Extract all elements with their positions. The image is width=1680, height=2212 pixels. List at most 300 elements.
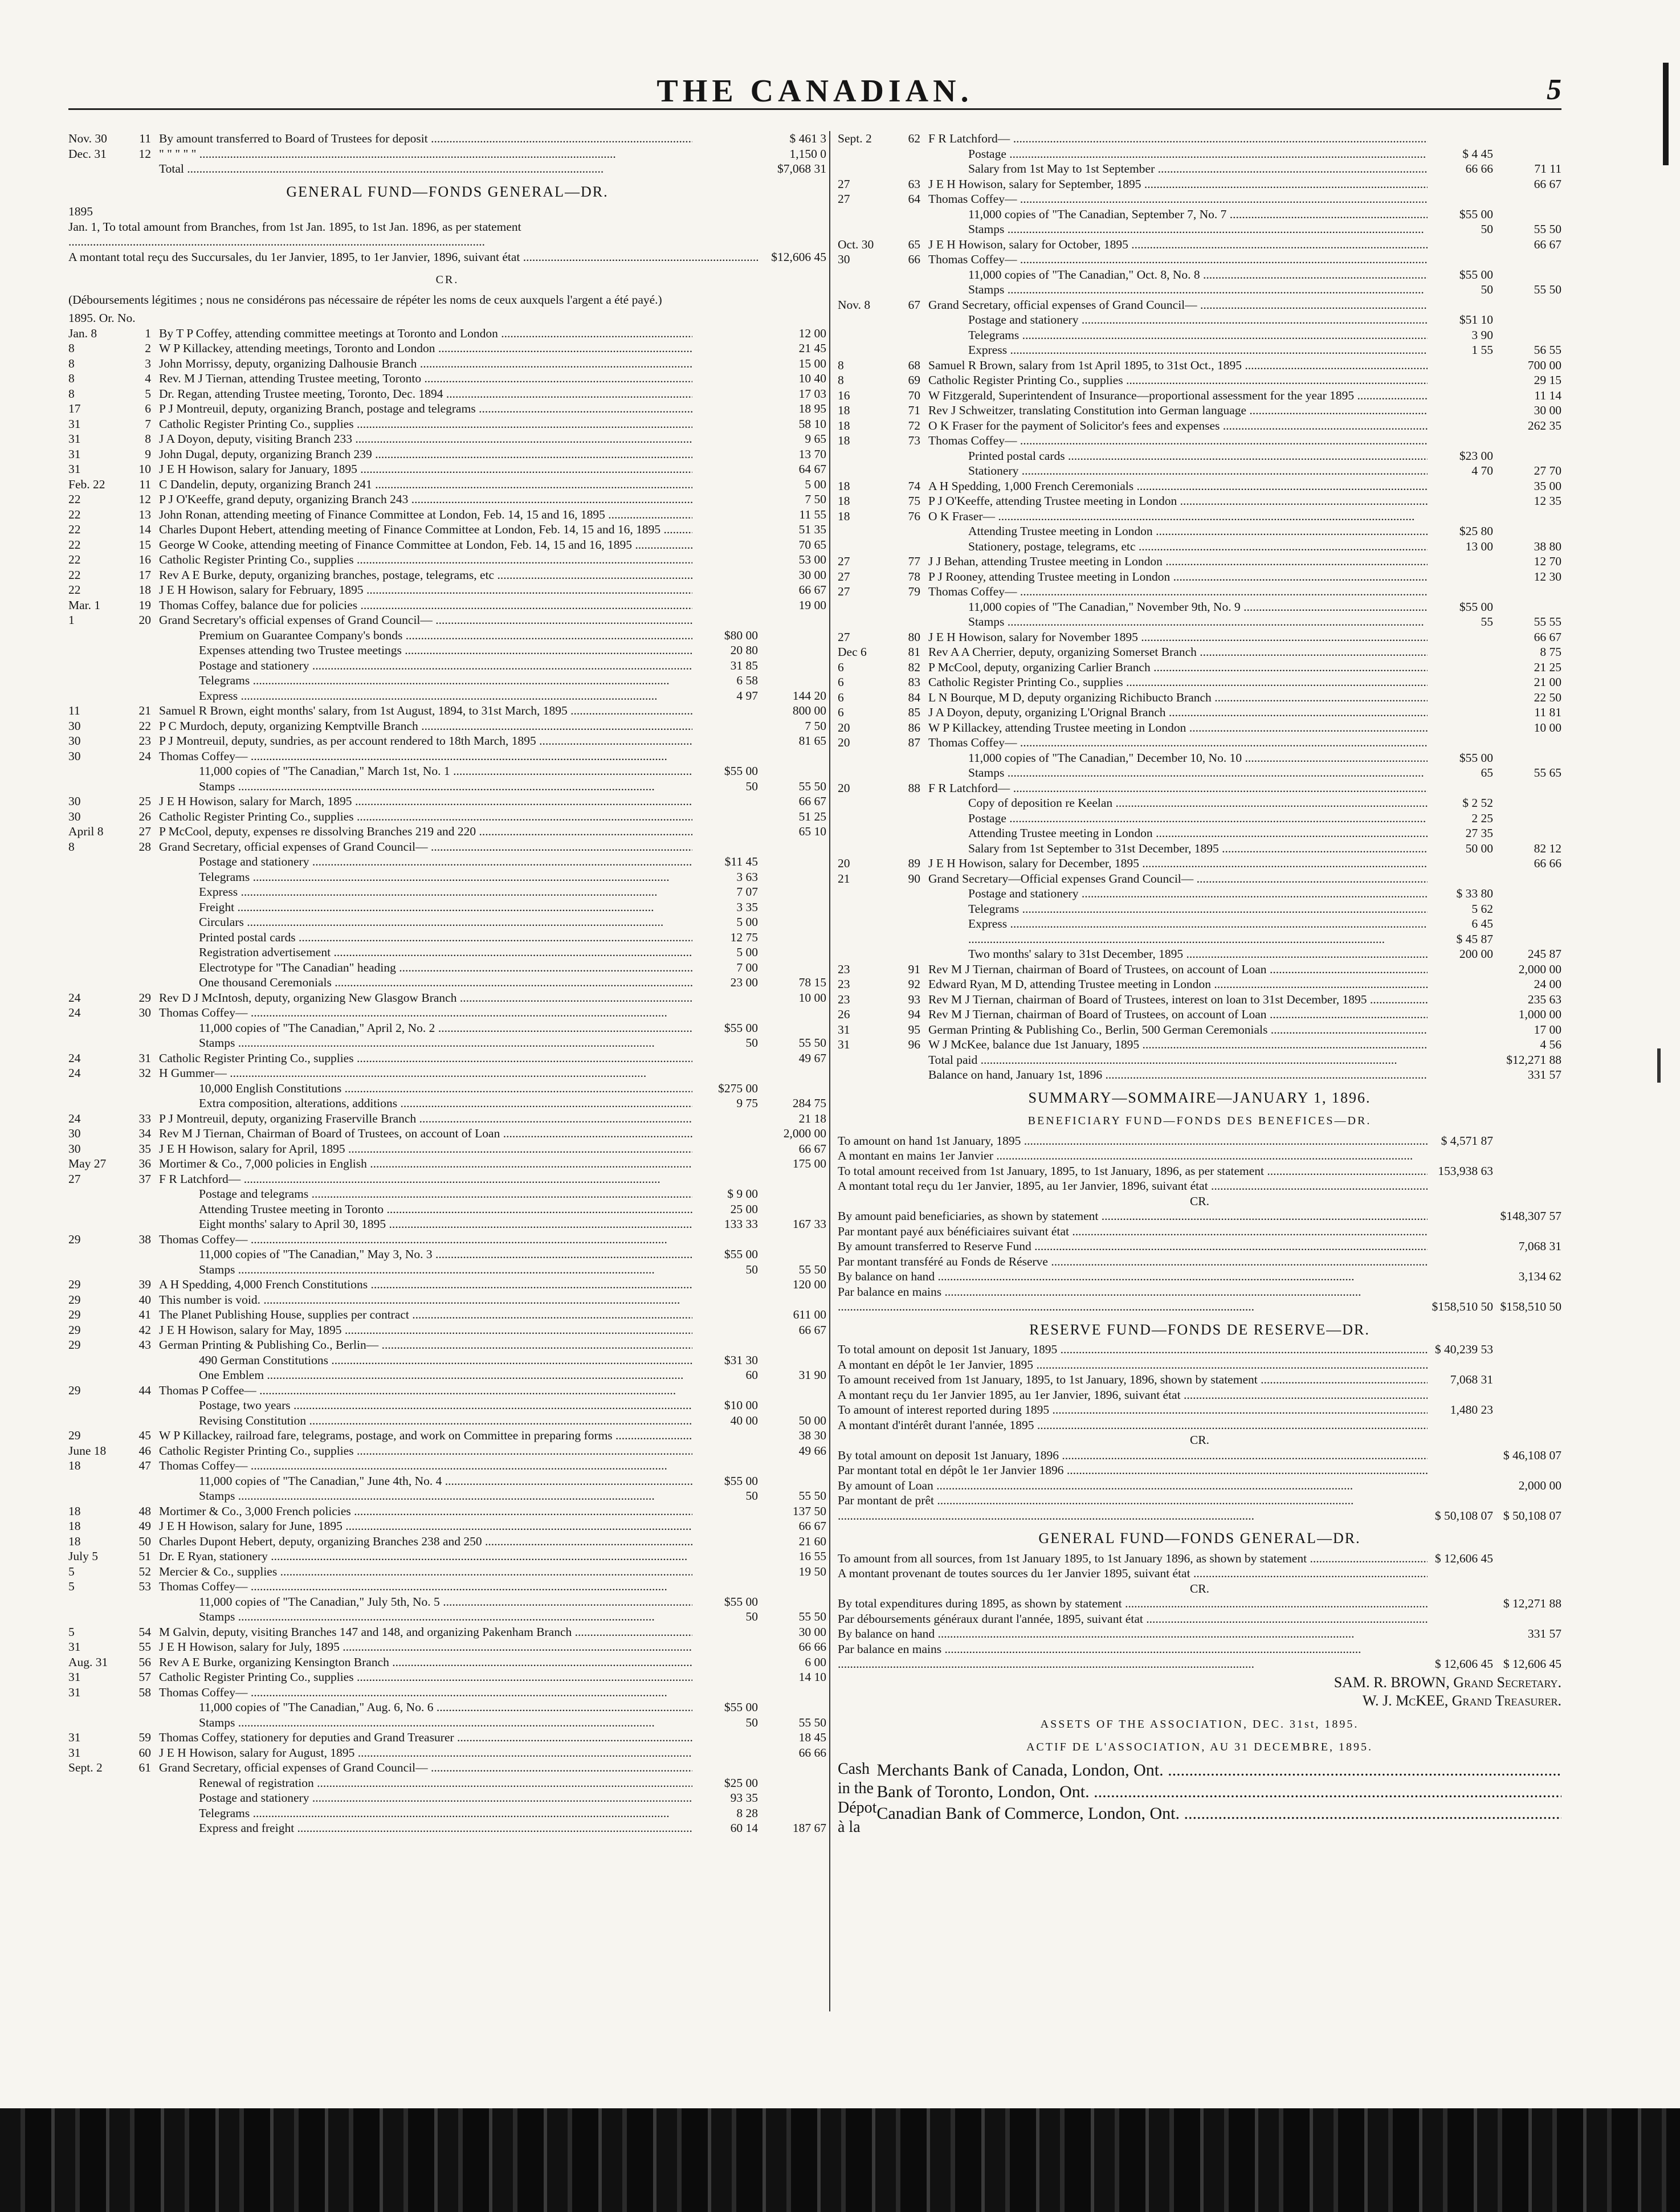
entry-description: John Ronan, attending meeting of Finance Committee at London, Feb. 14, 15 and 16, 1895 .....: [159, 507, 692, 523]
entry-description: Dr. E Ryan, stationery .....: [159, 1549, 692, 1564]
entry-description: 11,000 copies of "The Canadian," November 9th, No. 9 .....: [928, 599, 1428, 615]
entry-subamount: $55 00: [724, 764, 758, 778]
right-column: [838, 131, 1561, 2011]
order-number: 63: [908, 177, 920, 191]
entry-amount: [1493, 328, 1561, 343]
signature-treasurer: W. J. McKEE, Grand Treasurer.: [1362, 1692, 1561, 1709]
entry-subamount: [692, 582, 758, 598]
order-number: 86: [908, 720, 920, 734]
entry-date: [68, 1202, 120, 1217]
entry-date: [838, 342, 889, 358]
order-number: 81: [908, 645, 920, 659]
entry-amount: 19 50: [798, 1564, 826, 1578]
entry-description: M Galvin, deputy, visiting Branches 147 and 148, and organizing Pakenham Branch .....: [159, 1625, 692, 1640]
entry-subamount: [692, 1126, 758, 1141]
entry-description: By total amount on deposit 1st January, 1896 .....: [838, 1448, 1428, 1463]
entry-date: 24: [68, 1051, 81, 1065]
ledger-row: [68, 1625, 826, 1640]
ledger-row: [838, 177, 1561, 192]
ledger-row: [68, 1051, 826, 1066]
entry-date: April 8: [68, 825, 104, 838]
entry-amount: 21 60: [798, 1534, 826, 1548]
ledger-row: [838, 1133, 1561, 1149]
left-ledger: [68, 326, 826, 1836]
ledger-row: [68, 613, 826, 628]
entry-subamount: [1428, 1463, 1493, 1478]
entry-date: 24: [68, 1006, 81, 1019]
entry-subamount: [692, 1307, 758, 1323]
entry-date: 22: [68, 492, 81, 506]
summary-heading: SUMMARY—SOMMAIRE—JANUARY 1, 1896.: [1028, 1089, 1371, 1106]
entry-description: Telegrams .....: [159, 870, 692, 885]
general-fund-summary-heading: GENERAL FUND—FONDS GENERAL—DR.: [1038, 1530, 1361, 1546]
order-number: 37: [138, 1172, 151, 1186]
entry-amount: [1493, 1566, 1561, 1581]
ledger-row: [68, 1186, 826, 1202]
entry-amount: 71 11: [1534, 162, 1561, 176]
entry-description: [928, 932, 1428, 947]
order-number: 34: [138, 1127, 151, 1140]
entry-subamount: 50: [745, 1610, 758, 1623]
entry-date: [68, 1776, 120, 1791]
entry-description: Edward Ryan, M D, attending Trustee meeting in London .....: [928, 977, 1428, 992]
entry-description: P J Montreuil, deputy, organizing Branch, postage and telegrams .....: [159, 401, 692, 417]
entry-description: Registration advertisement .....: [159, 945, 692, 960]
column-divider: [829, 131, 830, 2011]
entry-date: Oct. 30: [838, 237, 874, 251]
entry-date: 20: [838, 856, 850, 870]
ledger-row: [68, 1323, 826, 1338]
entry-description: Grand Secretary, official expenses of Grand Council— .....: [159, 1760, 692, 1776]
entry-description: Stamps .....: [159, 1488, 692, 1504]
entry-subamount: $25 00: [724, 1776, 758, 1790]
entry-subamount: $ 9 00: [727, 1187, 758, 1201]
ledger-row: [68, 870, 826, 885]
entry-description: W J McKee, balance due 1st January, 1895 .....: [928, 1037, 1428, 1052]
entry-description: Rev A A Cherrier, deputy, organizing Somerset Branch .....: [928, 644, 1428, 660]
entry-amount: [1493, 146, 1561, 162]
entry-date: May 27: [68, 1157, 107, 1170]
entry-subamount: [692, 371, 758, 386]
entry-description: German Printing & Publishing Co., Berlin, 500 German Ceremonials .....: [928, 1022, 1428, 1038]
entry-subamount: 7,068 31: [1450, 1373, 1493, 1386]
entry-date: 18: [838, 509, 850, 523]
entry-amount: 29 15: [1534, 373, 1561, 387]
entry-subamount: 133 33: [724, 1217, 758, 1231]
entry-subamount: [1428, 388, 1493, 403]
entry-description: One Emblem .....: [159, 1368, 692, 1383]
entry-subamount: 60 14: [730, 1821, 758, 1835]
order-number: 15: [138, 537, 151, 552]
order-number: 12: [138, 492, 151, 506]
entry-amount: 331 57: [1527, 1627, 1561, 1640]
entry-description: One thousand Ceremonials .....: [159, 975, 692, 990]
entry-description: Thomas Coffey— .....: [159, 1232, 692, 1247]
ledger-row: [68, 1172, 826, 1187]
order-number: [889, 312, 928, 328]
ledger-row: [838, 1508, 1561, 1524]
entry-subamount: 3 63: [736, 870, 758, 884]
entry-description: Salary from 1st May to 1st September .....: [928, 161, 1428, 177]
ledger-row: [838, 781, 1561, 796]
entry-date: Jan. 8: [68, 326, 97, 340]
order-number: 80: [908, 630, 920, 644]
entry-amount: [758, 673, 826, 688]
ledger-row: [68, 1307, 826, 1323]
entry-subamount: [692, 477, 758, 492]
ledger-row: [68, 1790, 826, 1806]
general-fund-heading: GENERAL FUND—FONDS GENERAL—DR.: [286, 183, 609, 200]
entry-amount: [1493, 1387, 1561, 1403]
entry-amount: 55 50: [798, 1610, 826, 1623]
entry-amount: 611 00: [793, 1308, 826, 1321]
ledger-row: [68, 522, 826, 537]
entry-subamount: 50: [745, 1036, 758, 1050]
entry-date: 18: [68, 1459, 81, 1472]
general-fund-summary: [838, 1551, 1561, 1672]
order-number: [120, 975, 159, 990]
entry-description: L N Bourque, M D, deputy organizing Richibucto Branch .....: [928, 690, 1428, 705]
entry-amount: 58 10: [798, 417, 826, 431]
entry-subamount: [1428, 358, 1493, 373]
entry-subamount: $55 00: [1459, 267, 1493, 281]
entry-description: [838, 1299, 1428, 1315]
entry-description: Rev. M J Tiernan, attending Trustee meeting, Toronto .....: [159, 371, 692, 386]
entry-amount: [758, 1458, 826, 1474]
order-number: [889, 811, 928, 826]
entry-description: To amount from all sources, from 1st January 1895, to 1st January 1896, as shown by statement .....: [838, 1551, 1428, 1566]
entry-description: Expenses attending two Trustee meetings .....: [159, 643, 692, 658]
order-number: 10: [138, 462, 151, 476]
entry-subamount: [692, 341, 758, 356]
ledger-row: [68, 1685, 826, 1700]
entry-description: Catholic Register Printing Co., supplies .....: [159, 1670, 692, 1685]
order-number: 18: [138, 583, 151, 597]
assets-heading-fr: ACTIF DE L'ASSOCIATION, AU 31 DECEMBRE, 1895.: [1026, 1741, 1373, 1753]
entry-description: Stamps .....: [159, 1035, 692, 1051]
ledger-row: [838, 630, 1561, 645]
ledger-row: [68, 884, 826, 900]
ledger-row: [838, 1493, 1561, 1508]
ledger-row: [838, 826, 1561, 841]
entry-subamount: $55 00: [1459, 599, 1493, 614]
ledger-row: [68, 1488, 826, 1504]
entry-subamount: $23 00: [1459, 448, 1493, 463]
entry-subamount: [1428, 479, 1493, 494]
entry-amount: 49 66: [798, 1443, 826, 1458]
entry-amount: 8 75: [1540, 645, 1561, 659]
entry-description: Catholic Register Printing Co., supplies .....: [159, 809, 692, 825]
order-number: 85: [908, 705, 920, 719]
entry-subamount: [692, 1141, 758, 1157]
entry-date: [838, 901, 889, 917]
entry-subamount: $25 80: [1459, 524, 1493, 538]
entry-description: Thomas Coffey— .....: [159, 1579, 692, 1594]
ledger-row: [68, 809, 826, 825]
entry-description: A montant en dépôt le 1er Janvier, 1895 .....: [838, 1357, 1428, 1373]
order-number: 7: [145, 417, 151, 431]
entry-subamount: $55 00: [1459, 207, 1493, 221]
entry-amount: 167 33: [792, 1217, 826, 1231]
assets-block: [838, 1760, 1561, 1837]
entry-description: J E H Howison, salary for November 1895 .....: [928, 630, 1428, 645]
entry-date: [68, 1096, 120, 1111]
entry-subamount: [1428, 403, 1493, 418]
entry-description: Rev M J Tiernan, chairman of Board of Trustees, on account of Loan .....: [928, 1007, 1428, 1022]
entry-description: J E H Howison, salary for September, 1895 .....: [928, 177, 1428, 192]
entry-date: 22: [68, 507, 81, 521]
entry-subamount: $ 4 45: [1462, 146, 1493, 161]
ledger-row: [68, 1368, 826, 1383]
ledger-row: [838, 373, 1561, 388]
entry-subamount: 55: [1481, 615, 1493, 628]
asset-row: [876, 1803, 1561, 1825]
entry-subamount: [1428, 1067, 1493, 1083]
entry-amount: [1493, 871, 1561, 887]
entry-date: [68, 1398, 120, 1413]
entry-description: A montant en mains 1er Janvier .....: [838, 1148, 1428, 1164]
order-number: 24: [138, 749, 151, 763]
entry-date: 23: [838, 977, 850, 991]
order-number: 26: [138, 809, 151, 823]
entry-description: C Dandelin, deputy, organizing Branch 241 .....: [159, 477, 692, 492]
entry-subamount: [1428, 191, 1493, 207]
entry-amount: [758, 945, 826, 960]
entry-description: Catholic Register Printing Co., supplies .....: [159, 552, 692, 568]
order-number: 41: [138, 1308, 151, 1321]
entry-subamount: 3 90: [1471, 328, 1493, 342]
entry-amount: [1493, 916, 1561, 932]
order-number: [120, 1594, 159, 1610]
entry-amount: [1493, 312, 1561, 328]
entry-amount: [758, 1202, 826, 1217]
ledger-row: [838, 644, 1561, 660]
entry-subamount: [692, 1745, 758, 1761]
entry-description: J E H Howison, salary for August, 1895 .....: [159, 1745, 692, 1761]
entry-subamount: [692, 552, 758, 568]
entry-subamount: $ 12,606 45: [1434, 1551, 1493, 1565]
entry-description: Telegrams .....: [928, 328, 1428, 343]
entry-subamount: [1428, 1284, 1493, 1300]
entry-subamount: [1428, 554, 1493, 569]
entry-date: 27: [838, 554, 850, 568]
entry-subamount: [692, 794, 758, 809]
order-number: [889, 463, 928, 479]
entry-subamount: 7 00: [736, 960, 758, 974]
ledger-row: [838, 267, 1561, 283]
order-number: [889, 448, 928, 464]
entry-date: [68, 1413, 120, 1429]
entry-amount: 12 00: [798, 326, 826, 340]
entry-amount: 10 40: [798, 372, 826, 385]
entry-date: 29: [68, 1308, 81, 1321]
entry-date: 30: [68, 719, 81, 733]
entry-date: [68, 1021, 120, 1036]
entry-subamount: $ 33 80: [1456, 887, 1493, 900]
order-number: [120, 779, 159, 794]
entry-amount: [758, 1081, 826, 1096]
entry-amount: 66 67: [798, 1141, 826, 1156]
ledger-row: [838, 992, 1561, 1007]
ledger-row: [68, 749, 826, 764]
entry-description: Stationery .....: [928, 463, 1428, 479]
assets-heading: ASSETS OF THE ASSOCIATION, DEC. 31st, 1895.: [1040, 1717, 1359, 1731]
ledger-row: [838, 569, 1561, 585]
entry-description: Postage and stationery .....: [159, 854, 692, 870]
entry-description: 490 German Constitutions .....: [159, 1353, 692, 1368]
entry-description: Thomas Coffey— .....: [928, 735, 1428, 750]
entry-date: 31: [68, 1731, 81, 1744]
order-number: [120, 1096, 159, 1111]
ledger-row: [68, 477, 826, 492]
entry-amount: [1493, 826, 1561, 841]
entry-date: 21: [838, 871, 850, 885]
entry-amount: $ 12,271 88: [1503, 1597, 1561, 1610]
entry-date: [68, 1247, 120, 1262]
entry-description: 10,000 English Constitutions .....: [159, 1081, 692, 1096]
order-number: [120, 688, 159, 704]
ledger-row: [838, 1433, 1561, 1448]
ledger-row: [68, 1504, 826, 1519]
entry-description: 11,000 copies of "The Canadian," Aug. 6, No. 6 .....: [159, 1700, 692, 1715]
entry-subamount: [692, 431, 758, 447]
cr-note: (Déboursements légitimes ; nous ne considérons pas nécessaire de répéter les noms de ceux auxquels l'argent a été payé.): [68, 292, 662, 307]
entry-description: To total amount received from 1st January, 1895, to 1st January, 1896, as per statement .....: [838, 1164, 1428, 1179]
entry-subamount: 200 00: [1459, 947, 1493, 961]
entry-date: 30: [68, 1141, 81, 1156]
left-column: [68, 131, 826, 2011]
entry-description: To amount of interest reported during 1895 .....: [838, 1402, 1428, 1418]
order-number: 89: [908, 856, 920, 870]
ledger-row: [838, 282, 1561, 297]
ledger-row: [838, 1372, 1561, 1387]
entry-description: To total amount on deposit 1st January, 1895 .....: [838, 1342, 1428, 1357]
entry-date: Sept. 2: [68, 1761, 103, 1774]
order-number: 82: [908, 660, 920, 674]
entry-subamount: $10 00: [724, 1398, 758, 1412]
entry-date: [838, 841, 889, 856]
entry-subamount: [692, 568, 758, 583]
ledger-row: [838, 1566, 1561, 1581]
entry-date: [838, 539, 889, 554]
entry-subamount: 5 00: [736, 915, 758, 929]
entry-description: By amount of Loan .....: [838, 1478, 1428, 1493]
entry-subamount: $55 00: [724, 1021, 758, 1035]
order-number: 73: [908, 434, 920, 447]
ledger-row: [838, 1448, 1561, 1463]
order-number: 22: [138, 719, 151, 733]
entry-subamount: [692, 447, 758, 462]
entry-date: [838, 207, 889, 222]
entry-description: Catholic Register Printing Co., supplies .....: [928, 373, 1428, 388]
order-number: [889, 795, 928, 811]
entry-subamount: 50 00: [1465, 841, 1493, 855]
entry-subamount: [1428, 1387, 1493, 1403]
entry-date: [68, 628, 120, 643]
entry-amount: [758, 1232, 826, 1247]
entry-amount: [1493, 750, 1561, 766]
ledger-row: [838, 222, 1561, 237]
entry-amount: [758, 764, 826, 779]
entry-date: [68, 884, 120, 900]
entry-amount: [1493, 901, 1561, 917]
entry-subamount: 4 97: [736, 688, 758, 703]
entry-subamount: 50: [1481, 283, 1493, 296]
entry-subamount: [1428, 1611, 1493, 1627]
order-number: 77: [908, 554, 920, 568]
order-number: 3: [145, 356, 151, 370]
entry-date: [68, 1035, 120, 1051]
entry-description: Thomas Coffey— .....: [928, 584, 1428, 599]
entry-subamount: [692, 1519, 758, 1534]
entry-amount: [1493, 1164, 1561, 1179]
entry-date: 6: [838, 660, 844, 674]
order-number: [889, 328, 928, 343]
order-number: 21: [138, 704, 151, 717]
entry-description: A montant total reçu du 1er Janvier, 1895, au 1er Janvier, 1896, suivant état .....: [838, 1178, 1428, 1194]
entry-amount: 235 63: [1527, 992, 1561, 1006]
entry-amount: 2,000 00: [1518, 1478, 1561, 1492]
order-number: 71: [908, 403, 920, 417]
ledger-row: [68, 1594, 826, 1610]
entry-description: Stamps .....: [928, 222, 1428, 237]
entry-date: 30: [838, 252, 850, 266]
entry-amount: 7 50: [805, 719, 826, 733]
order-number: 13: [138, 507, 151, 521]
entry-date: [838, 146, 889, 162]
entry-subamount: 65: [1481, 766, 1493, 779]
entry-subamount: 2 25: [1471, 811, 1493, 825]
entry-amount: [1493, 811, 1561, 826]
ledger-row: [68, 1549, 826, 1564]
beneficiary-heading: BENEFICIARY FUND—FONDS DES BENEFICES—DR.: [1027, 1115, 1372, 1127]
entry-date: 27: [838, 192, 850, 206]
entry-subamount: [1428, 1642, 1493, 1657]
entry-date: 18: [838, 479, 850, 493]
entry-amount: [758, 1579, 826, 1594]
ledger-row: [68, 1413, 826, 1429]
order-number: 43: [138, 1338, 151, 1352]
ledger-row: [838, 448, 1561, 464]
entry-description: Postage .....: [928, 811, 1428, 826]
entry-subamount: [1428, 660, 1493, 675]
entry-amount: [758, 884, 826, 900]
entry-subamount: 93 35: [730, 1791, 758, 1805]
order-number: [889, 932, 928, 947]
entry-amount: 53 00: [798, 553, 826, 566]
entry-description: Stamps .....: [928, 614, 1428, 630]
order-number: 72: [908, 418, 920, 432]
order-number: 31: [138, 1051, 151, 1065]
entry-description: A montant d'intérêt durant l'année, 1895 .....: [838, 1418, 1428, 1433]
entry-subamount: [692, 1443, 758, 1459]
entry-description: By amount paid beneficiaries, as shown by statement .....: [838, 1209, 1428, 1224]
entry-date: [838, 765, 889, 781]
entry-date: [838, 161, 889, 177]
entry-date: [68, 1368, 120, 1383]
entry-amount: [758, 613, 826, 628]
entry-amount: [1493, 297, 1561, 313]
entry-description: J J Behan, attending Trustee meeting in London .....: [928, 554, 1428, 569]
ledger-row: [838, 1007, 1561, 1022]
ledger-row: [68, 915, 826, 930]
entry-subamount: [692, 839, 758, 855]
ledger-row: [838, 690, 1561, 705]
entry-amount: [1493, 433, 1561, 448]
order-number: [120, 1035, 159, 1051]
entry-subamount: 50: [745, 1489, 758, 1503]
entry-description: W P Killackey, attending Trustee meeting in London .....: [928, 720, 1428, 736]
